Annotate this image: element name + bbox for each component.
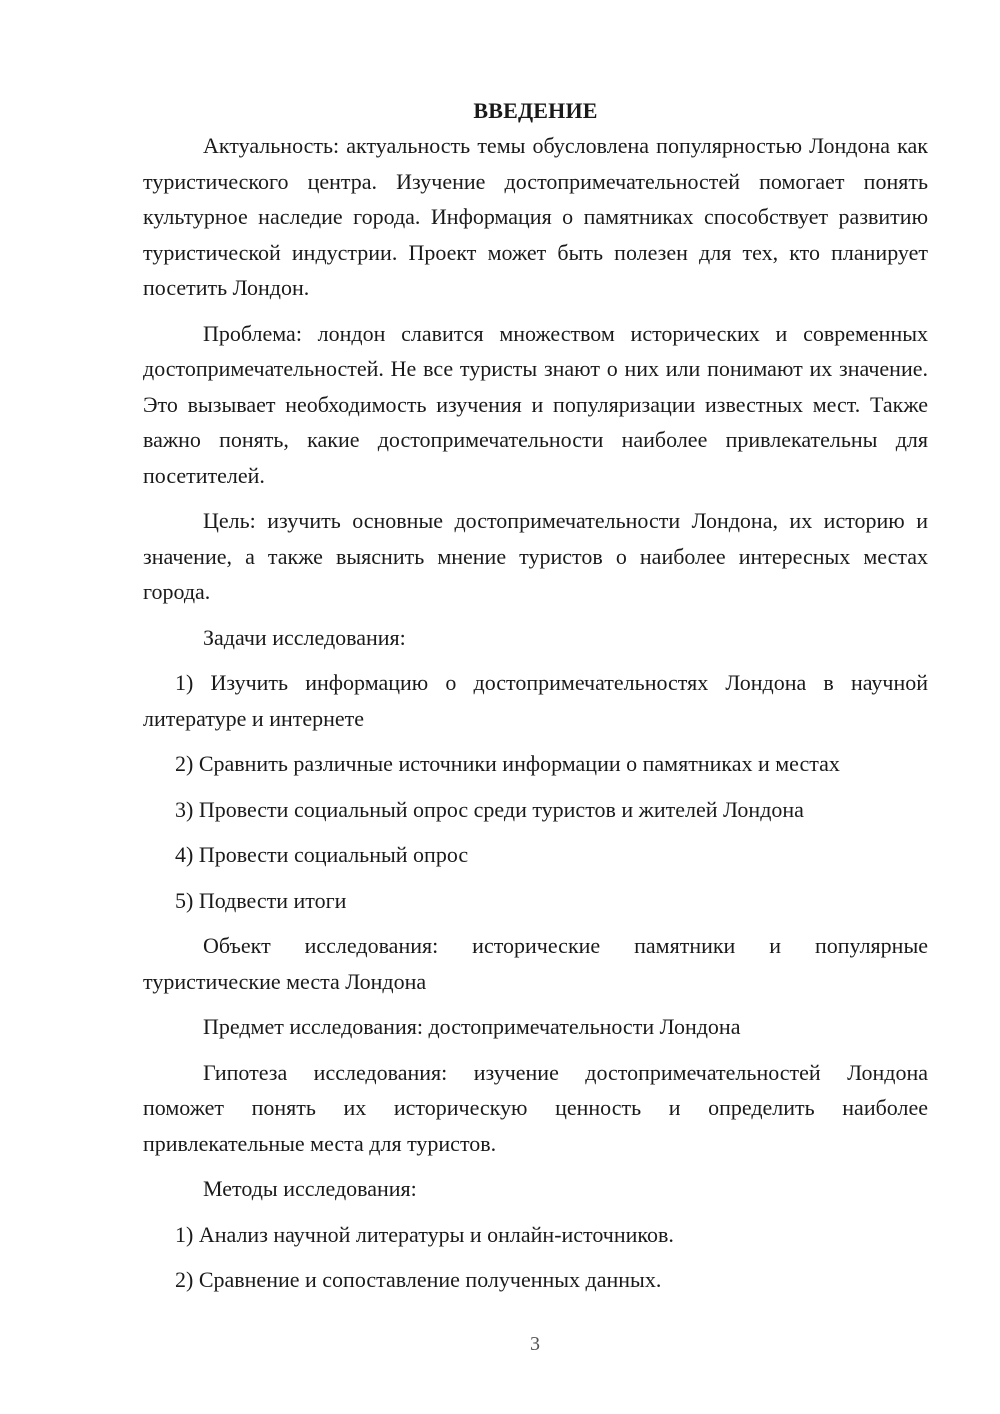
goal-paragraph: Цель: изучить основные достопримечательности Лондона, их историю и значение, а также выяснить мнение туристов о наиболее интересных местах города. bbox=[143, 508, 928, 604]
task-item: 2) Сравнить различные источники информации о памятниках и местах bbox=[175, 751, 840, 776]
object-paragraph: Объект исследования: исторические памятники и популярные туристические места Лондона bbox=[143, 933, 928, 994]
problem-paragraph: Проблема: лондон славится множеством исторических и современных достопримечательностей. Не все туристы знают о них или понимают их значение. Это вызывает необходимость изучения и популяризации известных мест. Также важно понять, какие достопримечательности наиболее привлекательны для посетителей. bbox=[143, 320, 928, 488]
task-item: 1) Изучить информацию о достопримечательностях Лондона в научной литературе и интернете bbox=[143, 670, 928, 731]
task-item: 3) Провести социальный опрос среди туристов и жителей Лондона bbox=[175, 796, 804, 822]
relevance-paragraph: Актуальность: актуальность темы обусловлена популярностью Лондона как туристического центра. Изучение достопримечательностей помогает понять культурное наследие города. Информация о памятниках способствует развитию туристической индустрии. Проект может быть полезен для тех, кто планирует посетить Лондон. bbox=[143, 133, 928, 300]
method-item: 2) Сравнение и сопоставление полученных данных. bbox=[175, 1267, 662, 1292]
method-item: 1) Анализ научной литературы и онлайн-источников. bbox=[175, 1221, 674, 1247]
page-title: ВВЕДЕНИЕ bbox=[473, 98, 598, 123]
page-number: 3 bbox=[530, 1333, 540, 1355]
tasks-heading: Задачи исследования: bbox=[203, 624, 406, 650]
task-item: 4) Провести социальный опрос bbox=[175, 842, 469, 867]
page-content bbox=[143, 96, 928, 1308]
hypothesis-paragraph: Гипотеза исследования: изучение достопримечательностей Лондона поможет понять их историческую ценность и определить наиболее привлекательные места для туристов. bbox=[143, 1059, 928, 1156]
subject-paragraph: Предмет исследования: достопримечательности Лондона bbox=[203, 1014, 741, 1039]
methods-heading: Методы исследования: bbox=[203, 1176, 417, 1201]
task-item: 5) Подвести итоги bbox=[175, 887, 347, 913]
